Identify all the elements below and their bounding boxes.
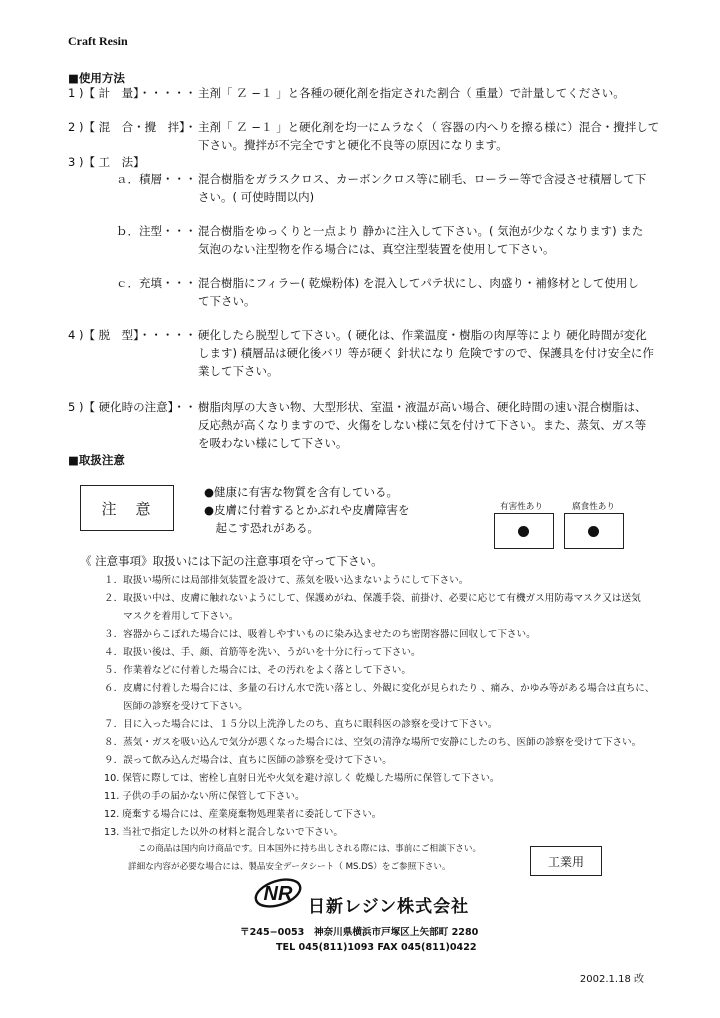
note-item: 13. 当社で指定した以外の材料と混合しないで下さい。 bbox=[104, 827, 343, 838]
hazard-label: 腐食性あり bbox=[572, 502, 615, 512]
brand-label: Craft Resin bbox=[68, 34, 128, 48]
method-text: て下さい。 bbox=[198, 294, 256, 308]
note-item: 11. 子供の手の届かない所に保管して下さい。 bbox=[104, 791, 305, 802]
note-item: ７．目に入った場合には、１５分以上洗浄したのち、直ちに眼科医の診察を受けて下さい。 bbox=[104, 719, 498, 730]
note-item: 10. 保管に際しては、密栓し直射日光や火気を避け涼しく 乾燥した場所に保管して下さい。 bbox=[104, 773, 500, 784]
hazard-label: 有害性あり bbox=[500, 502, 543, 512]
company-phone: TEL 045(811)1093 FAX 045(811)0422 bbox=[276, 942, 477, 953]
caution-line: 起こす恐れがある。 bbox=[204, 521, 319, 535]
note-item: ５．作業着などに付着した場合には、その汚れをよく落として下さい。 bbox=[104, 665, 411, 676]
method-text: 気泡のない注型物を作る場合には、真空注型装置を使用して下さい。 bbox=[198, 242, 555, 256]
step-label: 3 )【 工 法】 bbox=[68, 155, 145, 169]
handling-title: ■取扱注意 bbox=[68, 453, 125, 467]
method-label: ａ．積層・・・ bbox=[116, 172, 197, 186]
method-label: ｂ．注型・・・ bbox=[116, 224, 197, 238]
notes-title: 《 注意事項》取扱いには下記の注意事項を守って下さい。 bbox=[80, 554, 383, 568]
step-text: 反応熱が高くなりますので、火傷をしない様に気を付けて下さい。また、蒸気、ガス等 bbox=[198, 418, 647, 432]
company-address: 〒245−0053 神奈川県横浜市戸塚区上矢部町 2280 bbox=[240, 927, 479, 938]
step-text: 主剤「 Ｚ −１ 」と硬化剤を均一にムラなく（ 容器の内へりを擦る様に）混合・攪拌して bbox=[198, 120, 660, 134]
method-label: ｃ．充填・・・ bbox=[116, 276, 197, 290]
note-item: ４．取扱い後は、手、顔、首筋等を洗い、うがいを十分に行って下さい。 bbox=[104, 647, 421, 658]
step-label: 1 )【 計 量】・・・・・ bbox=[68, 86, 197, 100]
caution-line: ●皮膚に付着するとかぶれや皮膚障害を bbox=[204, 503, 410, 517]
note-item: ６．皮膚に付着した場合には、多量の石けん水で洗い落とし、外観に変化が見られたり 、痛み、かゆみ等がある場合は直ちに、 bbox=[104, 683, 655, 694]
step-text: します) 積層品は硬化後バリ 等が硬く 針状になり 危険ですので、保護具を付け安全に作 bbox=[198, 346, 654, 360]
caution-line: ●健康に有害な物質を含有している。 bbox=[204, 485, 399, 499]
step-text: 樹脂肉厚の大きい物、大型形状、室温・液温が高い場合、硬化時間の速い混合樹脂は、 bbox=[198, 400, 647, 414]
step-text: 主剤「 Ｚ −１ 」と各種の硬化剤を指定された割合（ 重量）で計量してください。 bbox=[198, 86, 625, 100]
revision-date: 2002.1.18 改 bbox=[579, 974, 644, 985]
footnote: この商品は国内向け商品です。日本国外に持ち出しされる際には、事前にご相談下さい。 bbox=[138, 844, 482, 854]
hazard-dot-icon bbox=[518, 526, 529, 537]
company-logo-icon bbox=[253, 876, 303, 910]
step-text: 硬化したら脱型して下さい。( 硬化は、作業温度・樹脂の肉厚等により 硬化時間が変化 bbox=[198, 328, 647, 342]
note-item: ２．取扱い中は、皮膚に触れないようにして、保護めがね、保護手袋、前掛け、必要に応じて有機ガス用防毒マスク又は送気 bbox=[104, 593, 641, 604]
logo-text: NR bbox=[263, 883, 293, 905]
hazard-dot-icon bbox=[588, 526, 599, 537]
industrial-use-label: 工業用 bbox=[530, 846, 602, 876]
step-label: 5 )【 硬化時の注意】・・ bbox=[68, 400, 197, 414]
note-item: １．取扱い場所には局部排気装置を設けて、蒸気を吸い込まないようにして下さい。 bbox=[104, 575, 469, 586]
note-item: マスクを着用して下さい。 bbox=[104, 611, 239, 622]
company-name: 日新レジン株式会社 bbox=[308, 897, 470, 917]
step-label: 4 )【 脱 型】・・・・・ bbox=[68, 328, 197, 342]
step-text: 下さい。攪拌が不完全ですと硬化不良等の原因になります。 bbox=[198, 138, 508, 152]
note-item: 12. 廃棄する場合には、産業廃棄物処理業者に委託して下さい。 bbox=[104, 809, 382, 820]
footnote: 詳細な内容が必要な場合には、製品安全データシート（ MS.DS）をご参照下さい。 bbox=[128, 862, 451, 872]
caution-box: 注 意 bbox=[80, 485, 174, 531]
note-item: ９．誤って飲み込んだ場合は、直ちに医師の診察を受けて下さい。 bbox=[104, 755, 392, 766]
note-item: 医師の診察を受けて下さい。 bbox=[104, 701, 248, 712]
note-item: ３．容器からこぼれた場合には、吸着しやすいものに染み込ませたのち密閉容器に回収して下さい。 bbox=[104, 629, 536, 640]
hazard-box-toxic bbox=[494, 513, 554, 549]
method-text: 混合樹脂をゆっくりと一点より 静かに注入して下さい。( 気泡が少なくなります) また bbox=[198, 224, 644, 238]
note-item: ８．蒸気・ガスを吸い込んで気分が悪くなった場合には、空気の清浄な場所で安静にしたのち、医師の診察を受けて下さい。 bbox=[104, 737, 642, 748]
step-label: 2 )【 混 合・攪 拌】・ bbox=[68, 120, 197, 134]
method-text: 混合樹脂にフィラー( 乾燥粉体) を混入してパテ状にし、肉盛り・補修材として使用し bbox=[198, 276, 639, 290]
step-text: 業して下さい。 bbox=[198, 364, 279, 378]
step-text: を吸わない様にして下さい。 bbox=[198, 436, 348, 450]
usage-title: ■使用方法 bbox=[68, 71, 125, 85]
method-text: 混合樹脂をガラスクロス、カーボンクロス等に刷毛、ローラー等で含浸させ積層して下 bbox=[198, 172, 647, 186]
method-text: さい。( 可使時間以内) bbox=[198, 190, 315, 204]
hazard-box-corrosive bbox=[564, 513, 624, 549]
